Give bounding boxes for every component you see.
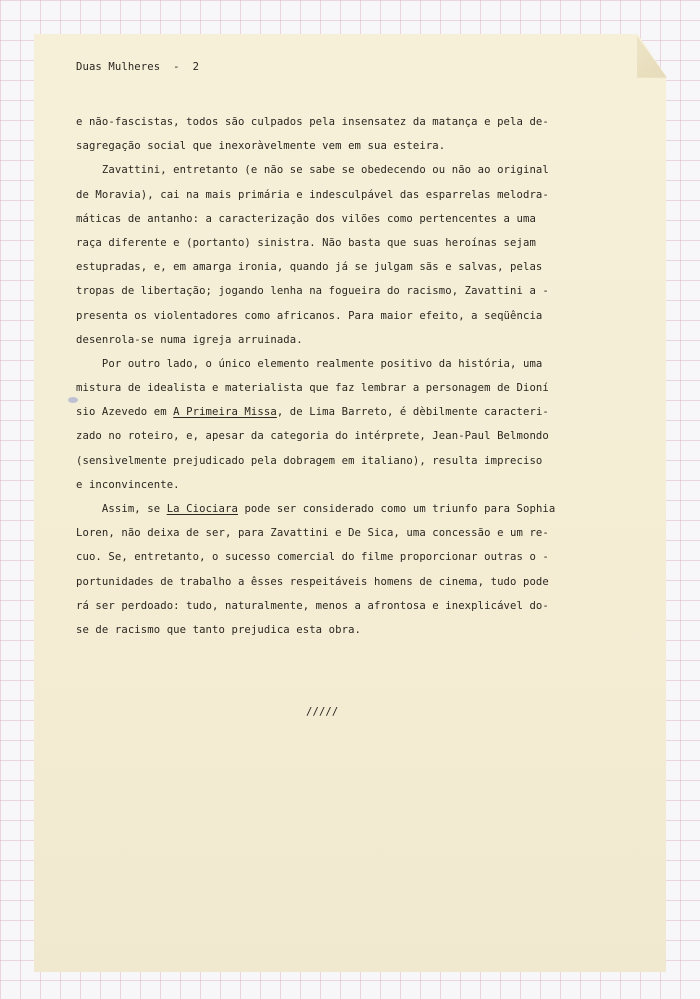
text-fragment: sio Azevedo em [76, 406, 174, 419]
text-line [76, 594, 555, 618]
text-line [76, 545, 555, 569]
text-line [76, 521, 555, 545]
text-fragment: rá ser perdoado: tudo, naturalmente, menos a afrontosa e inexplicável do- [76, 599, 549, 612]
text-line [76, 279, 555, 303]
text-fragment: e não-fascistas, todos são culpados pela insensatez da matança e pela de- [76, 116, 549, 128]
folded-corner [637, 36, 667, 80]
text-fragment: Zavattini, entretanto (e não se sabe se obedecendo ou não ao original [76, 164, 549, 177]
text-fragment: de Moravia), cai na mais primária e indesculpável das esparrelas melodra- [76, 188, 549, 201]
text-fragment: pode ser considerado como um triunfo para Sophia [237, 503, 556, 515]
text-line [76, 328, 555, 352]
text-line [76, 352, 555, 376]
text-fragment: (sensìvelmente prejudicado pela dobragem em italiano), resulta impreciso [76, 454, 543, 467]
text-line [76, 376, 555, 400]
review-body [76, 110, 555, 642]
text-fragment: estupradas, e, em amarga ironia, quando já se julgam sãs e salvas, pelas [76, 261, 543, 274]
text-line [76, 449, 555, 473]
text-fragment: sagregação social que inexoràvelmente vem em sua esteira. [76, 140, 446, 153]
text-line [76, 473, 555, 497]
text-line [76, 618, 555, 642]
text-line [76, 497, 555, 521]
text-line [76, 255, 555, 279]
text-line [76, 231, 555, 255]
underlined-title: A Primeira Missa [173, 406, 277, 419]
text-fragment: Loren, não deixa de ser, para Zavattini e De Sica, uma concessão e um re- [76, 527, 549, 540]
text-fragment: , de Lima Barreto, é dèbilmente caracteri- [276, 406, 549, 419]
text-line [76, 304, 555, 328]
text-line [76, 570, 555, 594]
text-fragment: cuo. Se, entretanto, o sucesso comercial do filme proporcionar outras o - [76, 551, 549, 564]
text-fragment: Assim, se [76, 503, 167, 515]
text-fragment: zado no roteiro, e, apesar da categoria do intérprete, Jean-Paul Belmondo [76, 430, 549, 443]
underlined-title: La Ciociara [166, 503, 238, 515]
text-line [76, 424, 555, 448]
text-fragment: raça diferente e (portanto) sinistra. Não basta que suas heroínas sejam [76, 236, 536, 249]
page-header: Duas Mulheres - 2 [76, 61, 200, 73]
text-line [76, 134, 555, 158]
text-fragment: presenta os violentadores como africanos. Para maior efeito, a seqüência [76, 309, 543, 322]
text-fragment: desenrola-se numa igreja arruinada. [76, 333, 303, 346]
end-mark: ///// [306, 706, 339, 718]
text-line [76, 110, 555, 134]
text-line [76, 400, 555, 424]
text-fragment: Por outro lado, o único elemento realmente positivo da história, uma [76, 357, 543, 370]
text-fragment: e inconvincente. [76, 478, 180, 491]
text-line [76, 207, 555, 231]
text-fragment: se de racismo que tanto prejudica esta obra. [76, 623, 362, 636]
text-fragment: tropas de libertação; jogando lenha na fogueira do racismo, Zavattini a - [76, 285, 549, 298]
text-line [76, 158, 555, 182]
text-fragment: máticas de antanho: a caracterização dos vilões como pertencentes a uma [76, 212, 536, 225]
text-line [76, 183, 555, 207]
text-fragment: mistura de idealista e materialista que faz lembrar a personagem de Dioní [76, 382, 549, 395]
text-fragment: portunidades de trabalho a êsses respeitáveis homens de cinema, tudo pode [76, 575, 549, 588]
